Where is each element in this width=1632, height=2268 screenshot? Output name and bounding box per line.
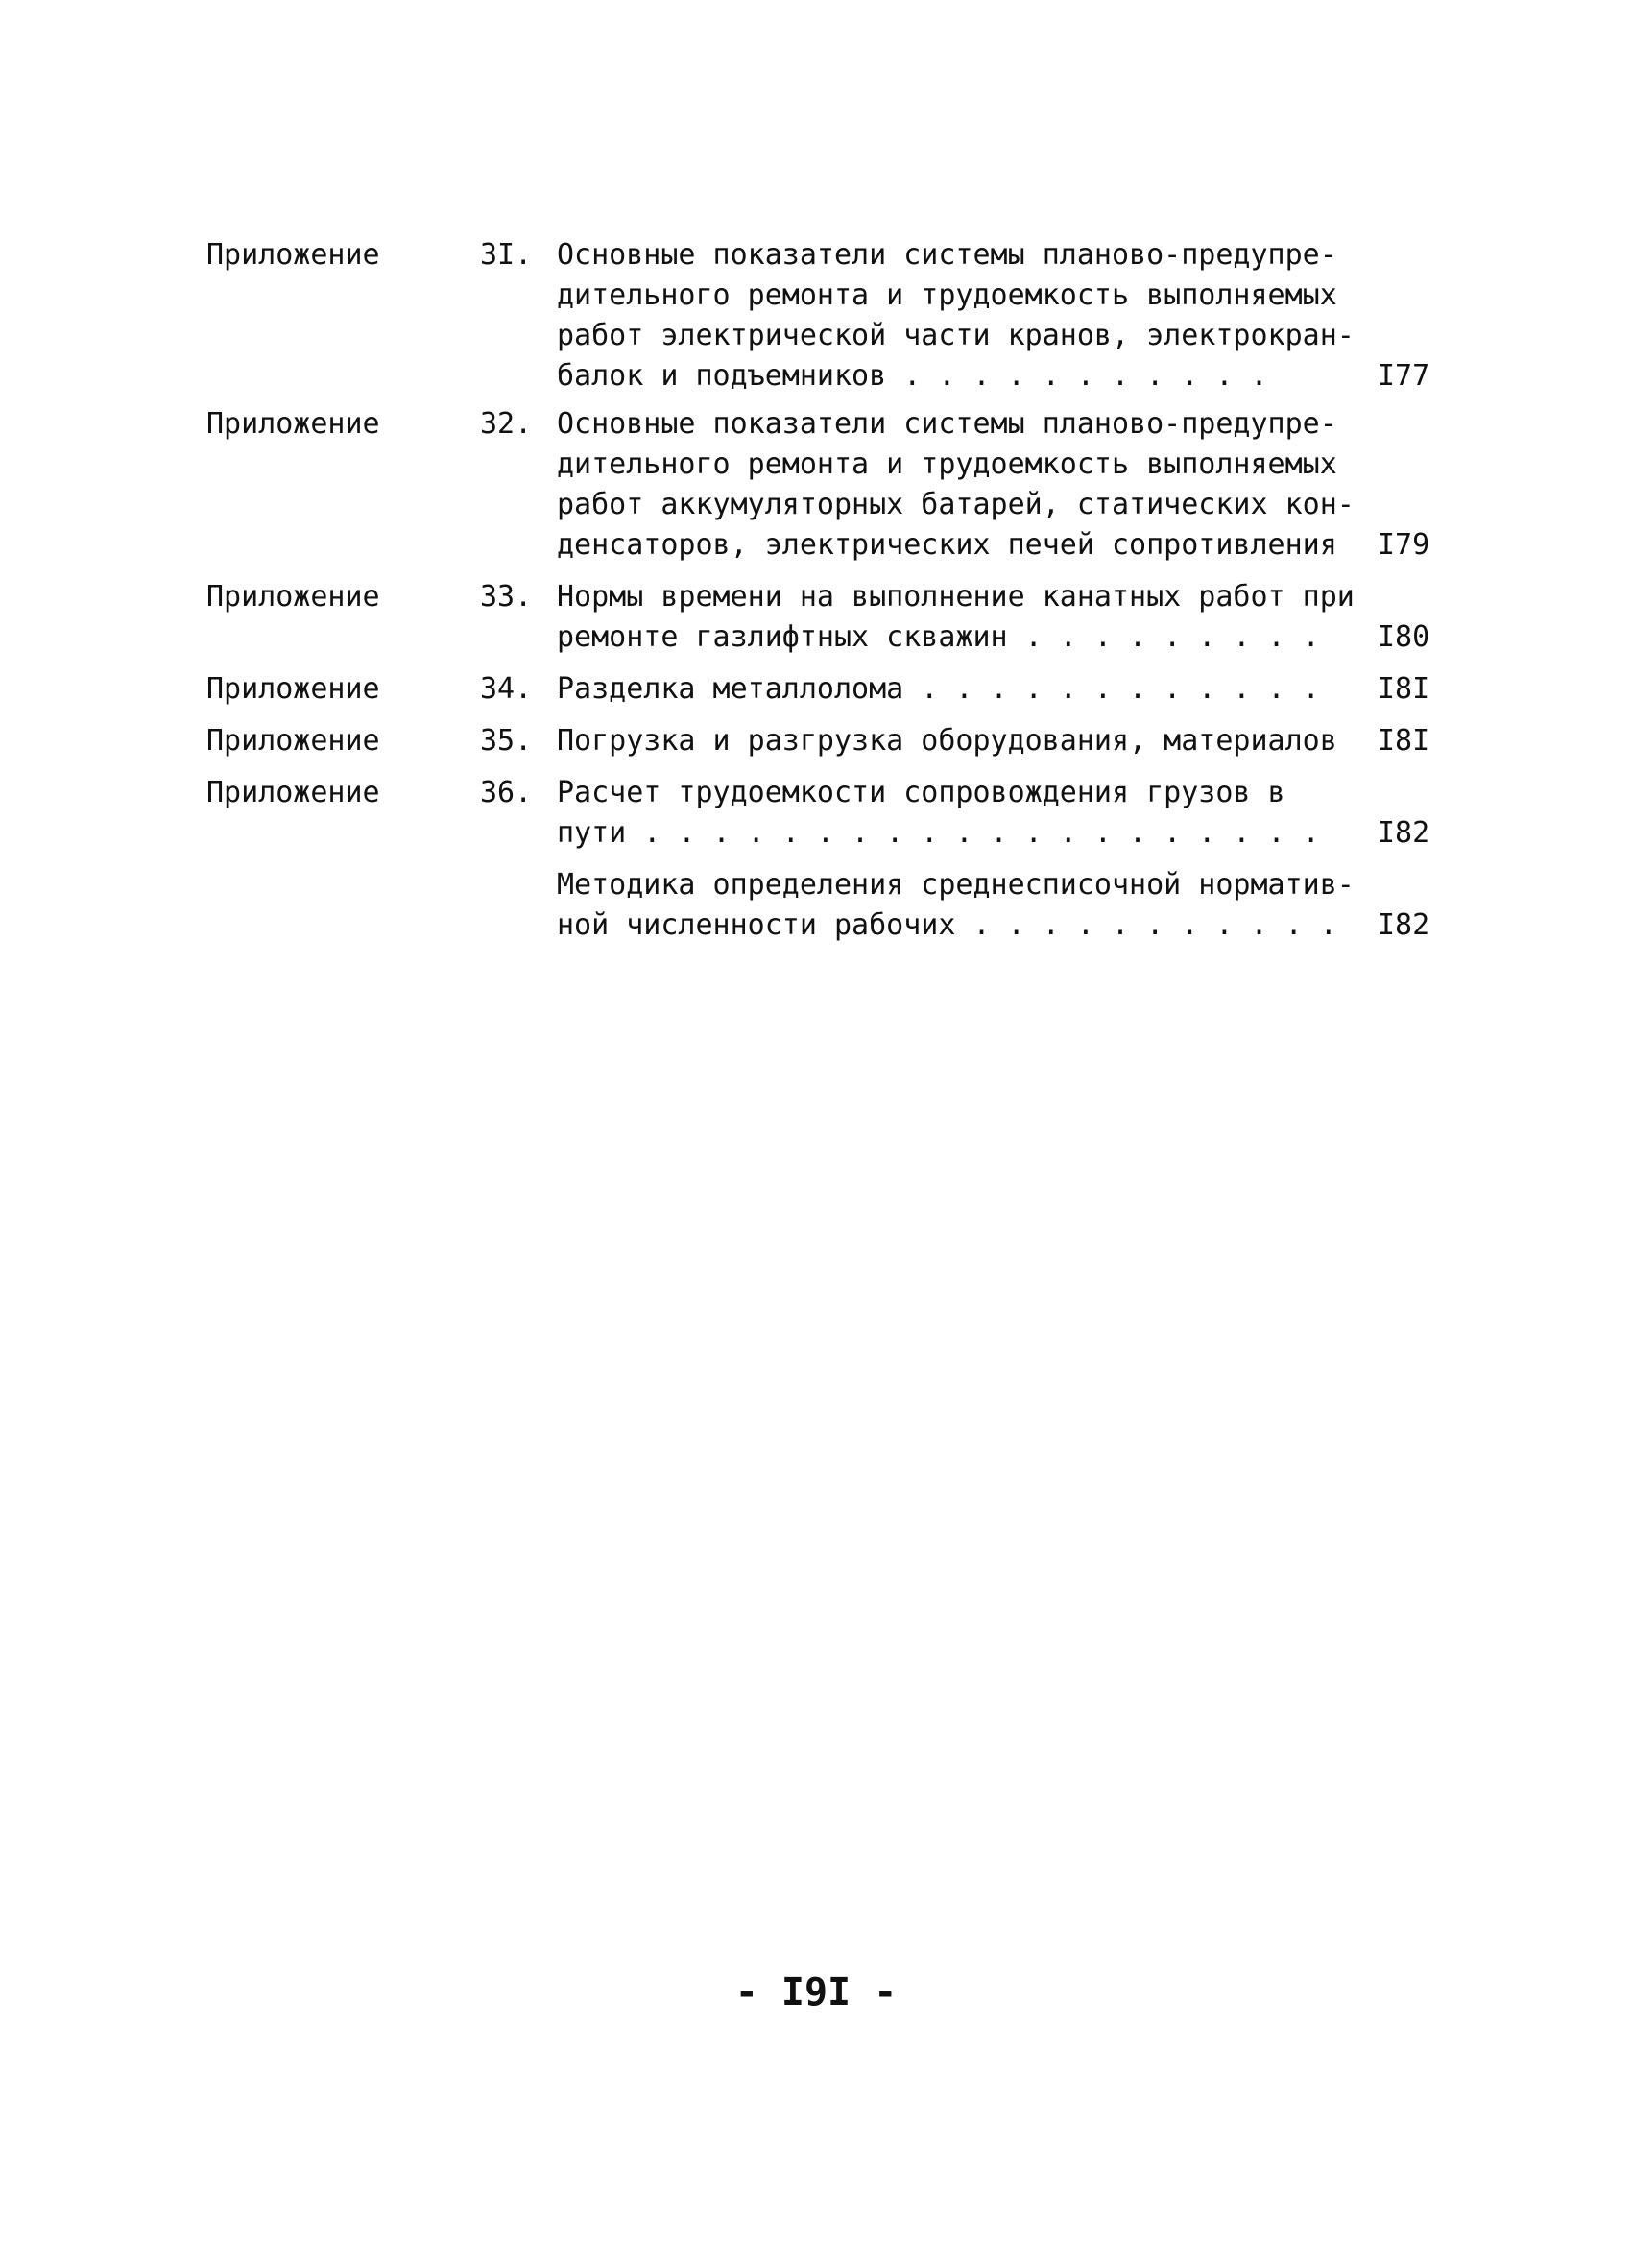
appendix-number: 33. (480, 580, 533, 614)
entry-title-line: денсаторов, электрических печей сопротивления (557, 528, 1337, 562)
toc-entry-32 (206, 404, 1430, 566)
appendix-label: Приложение (206, 724, 380, 758)
toc-entry-31 (206, 235, 1430, 397)
appendix-number: 36. (480, 776, 533, 809)
entry-title-line: пути . . . . . . . . . . . . . . . . . . . . (557, 816, 1320, 850)
entry-title-line: дительного ремонта и трудоемкость выполняемых (557, 447, 1337, 481)
appendix-number: 35. (480, 724, 533, 758)
appendix-number: 3I. (480, 238, 533, 272)
entry-title-line: ремонте газлифтных скважин . . . . . . . . . (557, 620, 1320, 654)
table-of-contents (206, 235, 1430, 946)
page-reference: I8I (1378, 724, 1430, 758)
entry-title (557, 577, 1378, 658)
toc-entry-34 (206, 669, 1430, 710)
entry-title-line: Разделка металлолома . . . . . . . . . . . . (557, 672, 1320, 706)
entry-title-line: ной численности рабочих . . . . . . . . . . . (557, 908, 1337, 942)
entry-title (557, 773, 1378, 854)
entry-title (557, 235, 1378, 397)
page-number: - I9I - (734, 1970, 898, 2015)
appendix-label: Приложение (206, 776, 380, 809)
entry-title (557, 404, 1378, 566)
appendix-label: Приложение (206, 580, 380, 614)
entry-title (557, 721, 1378, 761)
page-reference: I77 (1378, 359, 1430, 393)
entry-title (557, 669, 1378, 710)
toc-entry-35 (206, 721, 1430, 761)
toc-entry-methodology (206, 865, 1430, 946)
entry-title-line: дительного ремонта и трудоемкость выполняемых (557, 278, 1337, 312)
page-reference: I80 (1378, 620, 1430, 654)
toc-entry-36 (206, 773, 1430, 854)
entry-title-line: Расчет трудоемкости сопровождения грузов в (557, 776, 1285, 809)
page-reference: I82 (1378, 816, 1430, 850)
appendix-label: Приложение (206, 407, 380, 441)
appendix-label: Приложение (206, 672, 380, 706)
appendix-number: 32. (480, 407, 533, 441)
entry-title-line: работ электрической части кранов, электрокран- (557, 319, 1355, 352)
entry-title-line: Основные показатели системы планово-предупре- (557, 238, 1337, 272)
entry-title-line: Основные показатели системы планово-предупре- (557, 407, 1337, 441)
page-reference: I82 (1378, 908, 1430, 942)
entry-title-line: работ аккумуляторных батарей, статических кон- (557, 488, 1355, 521)
appendix-number: 34. (480, 672, 533, 706)
page-reference: I79 (1378, 528, 1430, 562)
toc-entry-33 (206, 577, 1430, 658)
entry-title-line: Методика определения среднесписочной норматив- (557, 868, 1355, 902)
page-reference: I8I (1378, 672, 1430, 706)
entry-title (557, 865, 1378, 946)
entry-title-line: Погрузка и разгрузка оборудования, материалов (557, 724, 1337, 758)
appendix-label: Приложение (206, 238, 380, 272)
entry-title-line: Нормы времени на выполнение канатных работ при (557, 580, 1355, 614)
entry-title-line: балок и подъемников . . . . . . . . . . . (557, 359, 1268, 393)
